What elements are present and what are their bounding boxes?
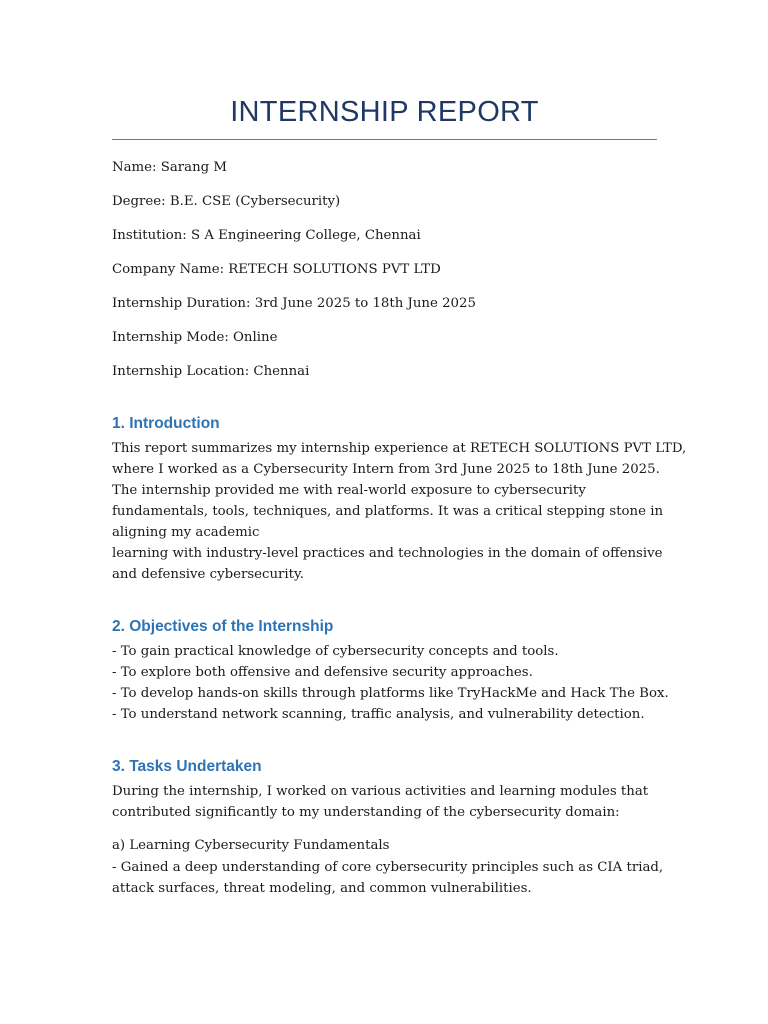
tasks-subheading: a) Learning Cybersecurity Fundamentals — [112, 838, 390, 853]
paragraph-line: The internship provided me with real-world exposure to cybersecurity — [112, 483, 586, 498]
paragraph-line: aligning my academic — [112, 525, 260, 540]
introduction-heading: 1. Introduction — [112, 415, 220, 432]
paragraph-line: During the internship, I worked on various activities and learning modules that — [112, 784, 649, 799]
info-location: Internship Location: Chennai — [112, 364, 310, 379]
info-duration: Internship Duration: 3rd June 2025 to 18th June 2025 — [112, 296, 476, 311]
title-underline — [112, 139, 657, 140]
info-mode: Internship Mode: Online — [112, 330, 278, 345]
paragraph-line: where I worked as a Cybersecurity Intern from 3rd June 2025 to 18th June 2025. — [112, 462, 660, 477]
info-degree: Degree: B.E. CSE (Cybersecurity) — [112, 194, 341, 209]
paragraph-line: learning with industry-level practices and technologies in the domain of offensive — [112, 546, 663, 561]
paragraph-line: This report summarizes my internship experience at RETECH SOLUTIONS PVT LTD, — [112, 441, 687, 456]
objective-item: - To understand network scanning, traffic analysis, and vulnerability detection. — [112, 707, 645, 722]
objective-item: - To explore both offensive and defensive security approaches. — [112, 665, 533, 680]
paragraph-line: fundamentals, tools, techniques, and platforms. It was a critical stepping stone in — [112, 504, 664, 519]
paragraph-line: - Gained a deep understanding of core cybersecurity principles such as CIA triad, — [112, 860, 664, 875]
objective-item: - To gain practical knowledge of cybersecurity concepts and tools. — [112, 644, 559, 659]
paragraph-line: attack surfaces, threat modeling, and common vulnerabilities. — [112, 881, 532, 896]
page-title: INTERNSHIP REPORT — [230, 96, 539, 128]
paragraph-line: and defensive cybersecurity. — [112, 567, 304, 582]
paragraph-line: contributed significantly to my understanding of the cybersecurity domain: — [112, 805, 620, 820]
tasks-heading: 3. Tasks Undertaken — [112, 758, 262, 775]
objective-item: - To develop hands-on skills through platforms like TryHackMe and Hack The Box. — [112, 686, 669, 701]
info-company: Company Name: RETECH SOLUTIONS PVT LTD — [112, 262, 441, 277]
info-name: Name: Sarang M — [112, 160, 227, 175]
info-institution: Institution: S A Engineering College, Chennai — [112, 228, 421, 243]
objectives-heading: 2. Objectives of the Internship — [112, 618, 334, 635]
